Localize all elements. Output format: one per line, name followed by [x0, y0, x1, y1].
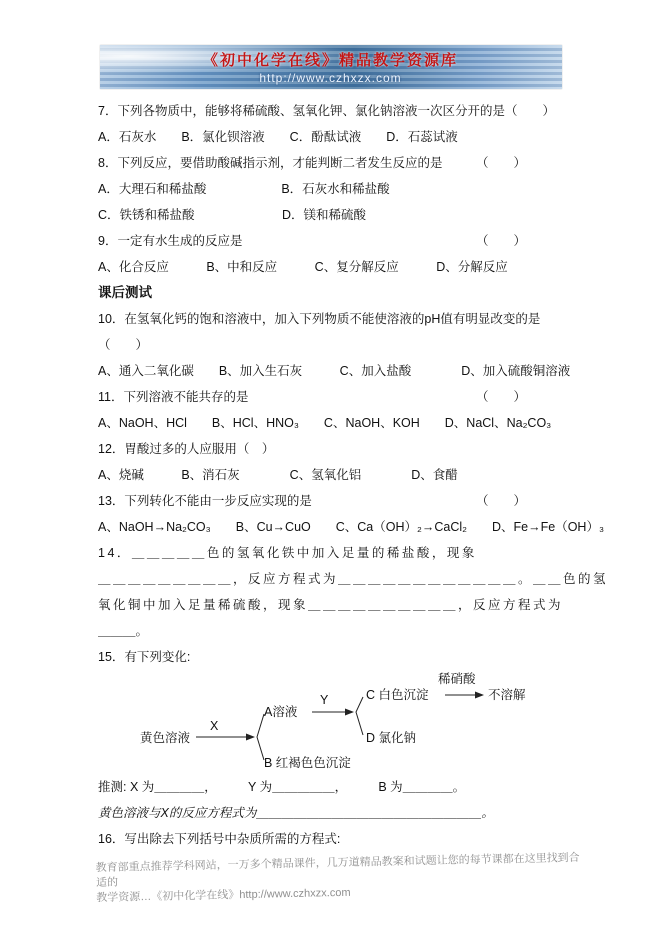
banner-url: http://www.czhxzx.com: [259, 71, 402, 85]
q15-diagram-svg: [98, 670, 568, 774]
q15-diagram: [98, 670, 568, 774]
q15-infer-line: 推测: X 为＿＿＿＿， Y 为＿＿＿＿＿， B 为＿＿＿＿。: [98, 780, 466, 794]
q11-answer-paren: （ ）: [475, 390, 526, 404]
q8-stem: 8．下列反应，要借助酸碱指示剂，才能判断二者发生反应的是: [98, 156, 443, 170]
q14-line4: ＿＿＿。: [98, 624, 149, 638]
q8-answer-paren: （ ）: [475, 156, 526, 170]
footer-line1: 教育部重点推荐学科网站，一万多个精品课件，几万道精品教案和试题让您的每节课都在这里找到合适的: [95, 851, 580, 890]
q16-stem: 16．写出除去下列括号中杂质所需的方程式:: [98, 832, 341, 846]
q14-line2: ＿＿＿＿＿＿＿＿＿，反应方程式为＿＿＿＿＿＿＿＿＿＿＿＿。＿＿色的氢: [98, 572, 609, 586]
arrow-y-head: [345, 709, 354, 716]
diagram-b-item-label: B 红褐色色沉淀: [264, 756, 351, 770]
q12-options: A、烧碱 B、消石灰 C、氢氧化铝 D、食醋: [98, 468, 458, 482]
q8-options-row1: A．大理石和稀盐酸 B．石灰水和稀盐酸: [98, 182, 390, 196]
q7-stem: 7．下列各物质中，能够将稀硫酸、氢氧化钾、氯化钠溶液一次区分开的是: [98, 104, 505, 118]
branch-after-y: [356, 697, 363, 735]
section-title: 课后测试: [98, 285, 152, 300]
q10-stem: 10．在氢氧化钙的饱和溶液中，加入下列物质不能使溶液的pH值有明显改变的是: [98, 312, 541, 326]
site-banner: [100, 45, 562, 89]
footer-line2: 教学资源…《初中化学在线》http://www.czhxzx.com: [96, 886, 351, 905]
q14-line3: 氧化铜中加入足量稀硫酸，现象＿＿＿＿＿＿＿＿＿＿，反应方程式为: [98, 598, 564, 612]
q7-answer-paren: （ ）: [504, 104, 555, 118]
worksheet-content: [98, 98, 609, 852]
q15-stem: 15．有下列变化:: [98, 650, 191, 664]
banner-title: 《初中化学在线》精品教学资源库: [202, 52, 458, 69]
q9-options: A、化合反应 B、中和反应 C、复分解反应 D、分解反应: [98, 260, 508, 274]
branch-after-x: [257, 714, 264, 760]
q10-options: A、通入二氧化碳 B、加入生石灰 C、加入盐酸 D、加入硫酸铜溶液: [98, 364, 571, 378]
footer-watermark: [96, 851, 583, 906]
q11-stem: 11．下列溶液不能共存的是: [98, 390, 249, 404]
q13-answer-paren: （ ）: [475, 494, 526, 508]
q12-stem: 12．胃酸过多的人应服用（ ）: [98, 442, 275, 456]
diagram-yellow-solution-label: 黄色溶液: [140, 731, 191, 745]
q14-line1: 14．＿＿＿＿＿色的氢氧化铁中加入足量的稀盐酸，现象: [98, 546, 477, 560]
q11-stem-line: [98, 384, 568, 410]
q9-answer-paren: （ ）: [475, 234, 526, 248]
q7-options: A．石灰水 B．氯化钡溶液 C．酚酞试液 D．石蕊试液: [98, 130, 458, 144]
q11-options: A、NaOH、HCl B、HCl、HNO₃ C、NaOH、KOH D、NaCl、Na₂CO₃: [98, 416, 552, 430]
q8-options-row2: C．铁锈和稀盐酸 D．镁和稀硫酸: [98, 208, 367, 222]
q9-stem: 9．一定有水生成的反应是: [98, 234, 243, 248]
diagram-d-item-label: D 氯化钠: [366, 731, 417, 745]
arrow-x-head: [246, 734, 255, 741]
q13-stem: 13．下列转化不能由一步反应实现的是: [98, 494, 312, 508]
q9-stem-line: [98, 228, 568, 254]
arrow-nitric-head: [475, 692, 484, 699]
diagram-insoluble-label: 不溶解: [488, 688, 526, 702]
diagram-y-label: Y: [320, 693, 329, 707]
diagram-dilute-nitric-label: 稀硝酸: [438, 672, 476, 686]
q8-stem-line: [98, 150, 568, 176]
diagram-x-label: X: [210, 719, 219, 733]
diagram-a-solution-label: A溶液: [264, 705, 298, 719]
q15-equation-line: 黄色溶液与X的反应方程式为＿＿＿＿＿＿＿＿＿＿＿＿＿＿＿＿＿＿。: [98, 806, 494, 820]
q7-stem-line: [98, 98, 568, 124]
q10-answer-paren: （ ）: [98, 338, 149, 352]
diagram-c-precipitate-label: C 白色沉淀: [366, 688, 429, 702]
q13-stem-line: [98, 488, 568, 514]
q13-options: A、NaOH→Na₂CO₃ B、Cu→CuO C、Ca（OH）₂→CaCl₂ D、Fe→Fe（OH）₃: [98, 520, 605, 534]
